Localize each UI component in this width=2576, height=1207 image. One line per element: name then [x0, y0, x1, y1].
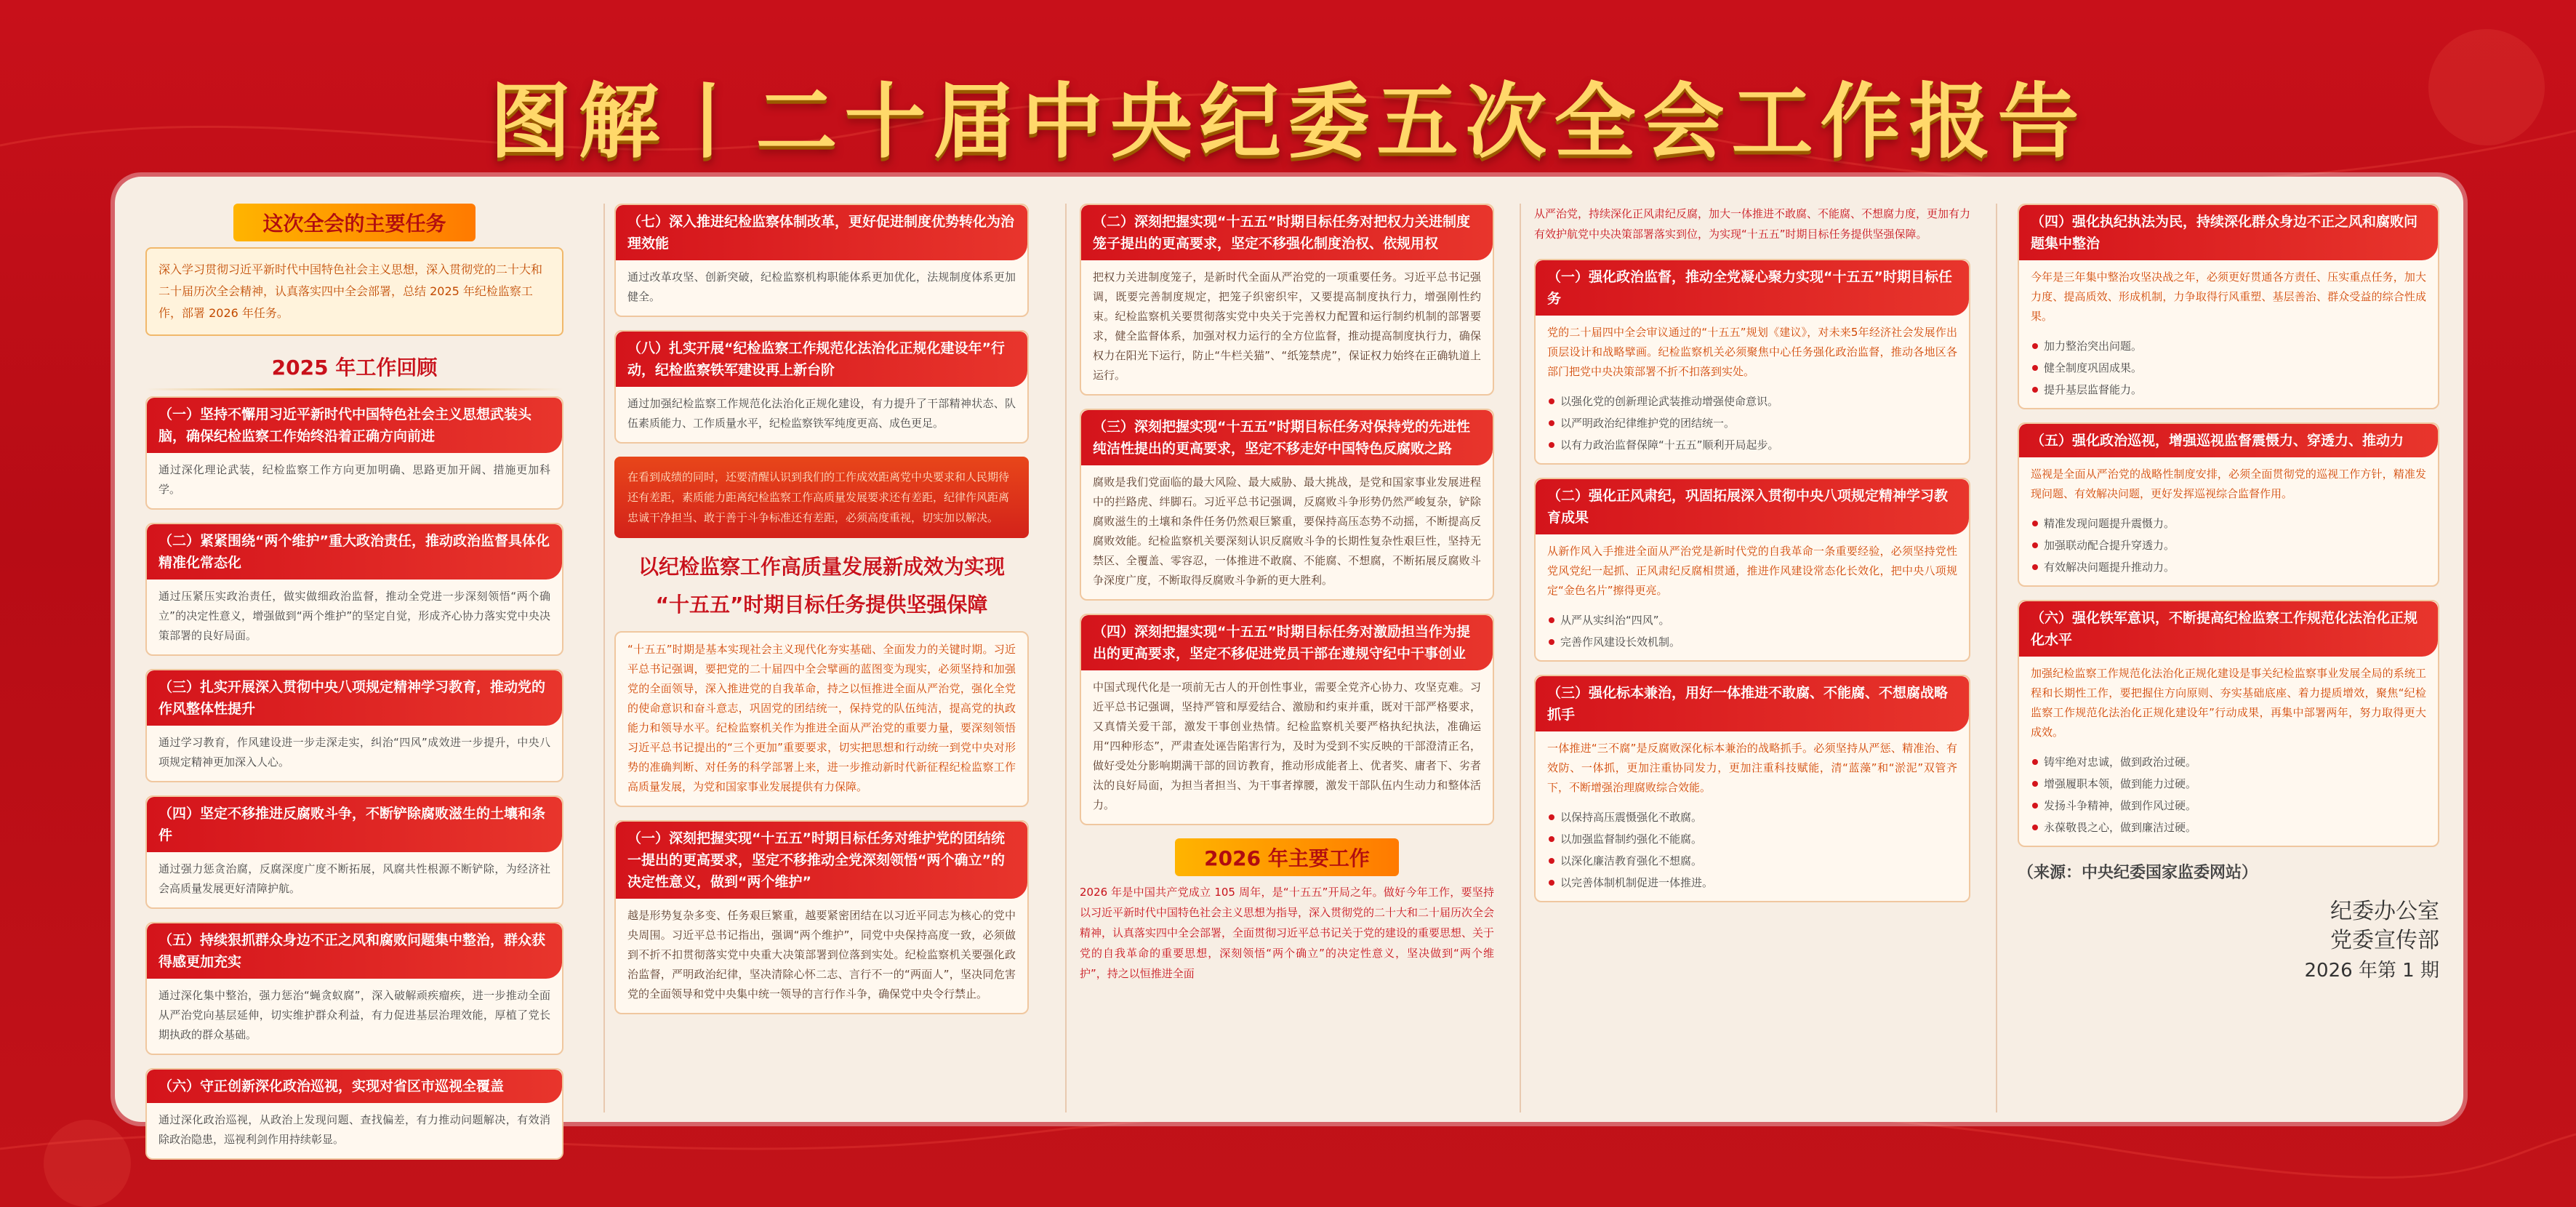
divider: [145, 388, 563, 390]
card-heading: （一）强化政治监督，推动全党凝心聚力实现“十五五”时期目标任务: [1536, 260, 1969, 316]
requirement-card-4: [1080, 614, 1494, 825]
issue-number: 2026 年第 1 期: [2304, 960, 2439, 982]
card-body: 通过加强纪检监察工作规范化法治化正规化建设，有力提升了干部精神状态、队伍素质能力、工作质量水平，纪检监察铁军纯度更高、成色更足。: [627, 397, 1016, 430]
card-body: 通过改革攻坚、创新突破，纪检监察机构职能体系更加优化，法规制度体系更加健全。: [627, 270, 1016, 303]
card-body: 今年是三年集中整治攻坚决战之年，必须更好贯通各方责任、压实重点任务，加大力度、提高质效、形成机制，力争取得行风重塑、基层善治、群众受益的综合性成果。: [2031, 270, 2426, 323]
card-body: 把权力关进制度笼子，是新时代全面从严治党的一项重要任务。习近平总书记强调，既要完善制度规定，把笼子织密织牢，又要提高制度执行力，增强刚性约束。纪检监察机关要贯彻落实党中央关于完善权力配置和运行制约机制的部署要求，健全监督体系，加强对权力运行的全方位监督，推动提高制度执行力，确保权力在阳光下运行，防止“牛栏关猫”、“纸笼禁虎”，保证权力始终在正确轨道上运行。: [1093, 270, 1481, 382]
column-divider: [1996, 204, 1997, 1112]
card-heading: （三）深刻把握实现“十五五”时期目标任务对保持党的先进性纯洁性提出的更高要求，坚定不移走好中国特色反腐败之路: [1081, 410, 1493, 465]
card-heading: （六）守正创新深化政治巡视，实现对省区市巡视全覆盖: [147, 1070, 562, 1103]
card-body: 通过深化理论武装，纪检监察工作方向更加明确、思路更加开阔、措施更加科学。: [159, 463, 550, 496]
signature-office: 纪委办公室: [2330, 899, 2439, 924]
card-heading: （二）紧紧围绕“两个维护”重大政治责任，推动政治监督具体化精准化常态化: [147, 524, 562, 580]
task-card-2: [1534, 478, 1970, 662]
requirement-card-3: [1080, 409, 1494, 601]
bullet-item: 发扬斗争精神，做到作风过硬。: [2031, 795, 2426, 817]
section-intro-body: “十五五”时期是基本实现社会主义现代化夯实基础、全面发力的关键时期。习近平总书记强调，要把党的二十届四中全会擘画的蓝图变为现实，必须坚持和加强党的全面领导，深入推进党的自我革命，持之以恒推进全面从严治党，强化全党的使命意识和奋斗意志，巩固党的团结统一，保持党的队伍纯洁，提高党的执政能力和领导水平。纪检监察机关作为推进全面从严治党的重要力量，要深刻领悟习近平总书记提出的“三个更加”重要要求，切实把思想和行动统一到党中央对形势的准确判断、对任务的科学部署上来，进一步推动新时代新征程纪检监察工作高质量发展，为党和国家事业发展提供有力保障。: [627, 643, 1016, 793]
bullet-item: 完善作风建设长效机制。: [1547, 631, 1957, 653]
bullet-item: 增强履职本领，做到能力过硬。: [2031, 773, 2426, 795]
task-card-5: [2018, 422, 2439, 587]
signature-propaganda: 党委宣传部: [2330, 928, 2439, 953]
card-body: 通过强力惩贪治腐，反腐深度广度不断拓展，风腐共性根源不断铲除，为经济社会高质量发展更好清障护航。: [159, 862, 550, 895]
column-divider: [1065, 204, 1067, 1112]
year-tasks-title: 2026 年主要工作: [1175, 838, 1399, 876]
bullet-item: 健全制度巩固成果。: [2031, 357, 2426, 379]
column-divider: [1520, 204, 1521, 1112]
problems-block: 在看到成绩的同时，还要清醒认识到我们的工作成效距离党中央要求和人民期待还有差距，素质能力距离纪检监察工作高质量发展要求还有差距，纪律作风距离忠诚干净担当、敢于善于斗争标准还有差距，必须高度重视，切实加以解决。: [614, 457, 1029, 538]
column-3: [1080, 204, 1494, 984]
card-body: 腐败是我们党面临的最大风险、最大威胁、最大挑战，是党和国家事业发展进程中的拦路虎、绊脚石。习近平总书记强调，反腐败斗争形势仍然严峻复杂，铲除腐败滋生的土壤和条件任务仍然艰巨繁重，要保持高压态势不动摇，不断提高反腐败效能。纪检监察机关要深刻认识反腐败斗争的长期性复杂性艰巨性，坚持无禁区、全覆盖、零容忍，一体推进不敢腐、不能腐、不想腐，不断拓展反腐败斗争深度广度，不断取得反腐败斗争新的更大胜利。: [1093, 476, 1481, 587]
bullet-item: 精准发现问题提升震慑力。: [2031, 513, 2426, 534]
card-heading: （八）扎实开展“纪检监察工作规范化法治化正规化建设年”行动，纪检监察铁军建设再上新台阶: [616, 332, 1027, 387]
card-body: 党的二十届四中全会审议通过的“十五五”规划《建议》，对未来5年经济社会发展作出顶层设计和战略擘画。纪检监察机关必须聚焦中心任务强化政治监督，推动各地区各部门把党中央决策部署不折不扣落到实处。: [1547, 326, 1957, 378]
bullet-item: 以强化党的创新理论武装推动增强使命意识。: [1547, 390, 1957, 412]
card-heading: （一）深刻把握实现“十五五”时期目标任务对维护党的团结统一提出的更高要求，坚定不移推动全党深刻领悟“两个确立”的决定性意义，做到“两个维护”: [616, 822, 1027, 899]
card-heading: （四）坚定不移推进反腐败斗争，不断铲除腐败滋生的土壤和条件: [147, 797, 562, 852]
review-card-4: [145, 795, 563, 909]
card-heading: （四）强化执纪执法为民，持续深化群众身边不正之风和腐败问题集中整治: [2019, 205, 2438, 260]
card-body: 通过学习教育，作风建设进一步走深走实，纠治“四风”成效进一步提升，中央八项规定精神更加深入人心。: [159, 736, 550, 769]
review-card-7: [614, 204, 1029, 317]
review-card-2: [145, 523, 563, 656]
year-tasks-continued: 从严治党，持续深化正风肃纪反腐，加大一体推进不敢腐、不能腐、不想腐力度，更加有力有效护航党中央决策部署落实到位，为实现“十五五”时期目标任务提供坚强保障。: [1534, 207, 1971, 241]
task-card-4: [2018, 204, 2439, 409]
review-card-5: [145, 922, 563, 1055]
bullet-item: 铸牢绝对忠诚，做到政治过硬。: [2031, 751, 2426, 773]
card-heading: （二）强化正风肃纪，巩固拓展深入贯彻中央八项规定精神学习教育成果: [1536, 479, 1969, 534]
review-card-6: [145, 1068, 563, 1160]
column-4: [1534, 204, 1970, 915]
column-5: [2018, 204, 2439, 982]
bullet-item: 以完善体制机制促进一体推进。: [1547, 872, 1957, 894]
column-divider: [603, 204, 605, 1112]
task-card-3: [1534, 675, 1970, 902]
bullet-item: 加力整治突出问题。: [2031, 335, 2426, 357]
card-heading: （二）深刻把握实现“十五五”时期目标任务对把权力关进制度笼子提出的更高要求，坚定不移强化制度治权、依规用权: [1081, 205, 1493, 260]
requirement-card-2: [1080, 204, 1494, 396]
card-body: 加强纪检监察工作规范化法治化正规化建设是事关纪检监察事业发展全局的系统工程和长期性工作，要把握住方向原则、夯实基础底座、着力提质增效，聚焦“纪检监察工作规范化法治化正规化建设年”行动成果，再集中部署两年，努力取得更大成效。: [2031, 667, 2426, 739]
task-card-1: [1534, 259, 1970, 465]
card-heading: （五）持续狠抓群众身边不正之风和腐败问题集中整治，群众获得感更加充实: [147, 923, 562, 979]
card-body: 从新作风入手推进全面从严治党是新时代党的自我革命一条重要经验，必须坚持党性党风党纪一起抓、正风肃纪反腐相贯通，推进作风建设常态化长效化，把中央八项规定“金色名片”擦得更亮。: [1547, 545, 1957, 597]
review-card-8: [614, 330, 1029, 444]
card-heading: （一）坚持不懈用习近平新时代中国特色社会主义思想武装头脑，确保纪检监察工作始终沿着正确方向前进: [147, 398, 562, 453]
card-heading: （三）强化标本兼治，用好一体推进不敢腐、不能腐、不想腐战略抓手: [1536, 676, 1969, 731]
card-body: 巡视是全面从严治党的战略性制度安排，必须全面贯彻党的巡视工作方针，精准发现问题、有效解决问题，更好发挥巡视综合监督作用。: [2031, 468, 2426, 500]
main-tasks-intro: 深入学习贯彻习近平新时代中国特色社会主义思想，深入贯彻党的二十大和二十届历次全会精神，认真落实四中全会部署，总结 2025 年纪检监察工作，部署 2026 年任务。: [145, 247, 563, 336]
bullet-item: 以加强监督制约强化不能腐。: [1547, 828, 1957, 850]
bullet-item: 以深化廉洁教育强化不想腐。: [1547, 850, 1957, 872]
bullet-item: 提升基层监督能力。: [2031, 379, 2426, 401]
card-heading: （三）扎实开展深入贯彻中央八项规定精神学习教育，推动党的作风整体性提升: [147, 670, 562, 726]
bullet-item: 以有力政治监督保障“十五五”顺利开局起步。: [1547, 434, 1957, 456]
card-heading: （五）强化政治巡视，增强巡视监督震慑力、穿透力、推动力: [2019, 424, 2438, 457]
bullet-item: 加强联动配合提升穿透力。: [2031, 534, 2426, 556]
section-heading-line2: “十五五”时期目标任务提供坚强保障: [655, 593, 988, 617]
task-card-6: [2018, 600, 2439, 847]
page-title: 图解丨二十届中央纪委五次全会工作报告: [489, 75, 2087, 169]
card-body: 通过深化集中整治，强力惩治“蝇贪蚁腐”，深入破解顽疾瘤疾，进一步推动全面从严治党向基层延伸，切实维护群众利益，有力促进基层治理效能，厚植了党长期执政的群众基础。: [159, 989, 550, 1041]
section-heading-line1: 以纪检监察工作高质量发展新成效为实现: [638, 555, 1005, 579]
bullet-item: 有效解决问题提升推动力。: [2031, 556, 2426, 578]
card-body: 中国式现代化是一项前无古人的开创性事业，需要全党齐心协力、攻坚克难。习近平总书记强调，坚持严管和厚爱结合、激励和约束并重，既对干部严格要求，又真情关爱干部，激发干事创业热情。纪检监察机关要严格执纪执法，准确运用“四种形态”，严肃查处诬告陷害行为，及时为受到不实反映的干部澄清正名，做好受处分影响期满干部的回访教育，推动形成能者上、优者奖、庸者下、劣者汰的良好局面，为担当者担当、为干事者撑腰，激发干部队伍内生动力和整体活力。: [1093, 681, 1481, 811]
section-intro-card: [614, 631, 1029, 807]
card-body: 通过深化政治巡视，从政治上发现问题、查找偏差，有力推动问题解决，有效消除政治隐患，巡视利剑作用持续彰显。: [159, 1113, 550, 1146]
review-title: 2025 年工作回顾: [271, 356, 438, 380]
card-heading: （六）强化铁军意识，不断提高纪检监察工作规范化法治化正规化水平: [2019, 601, 2438, 657]
review-card-1: [145, 396, 563, 510]
bullet-item: 以严明政治纪律维护党的团结统一。: [1547, 412, 1957, 434]
bullet-item: 永葆敬畏之心，做到廉洁过硬。: [2031, 817, 2426, 838]
review-card-3: [145, 669, 563, 782]
bullet-item: 从严从实纠治“四风”。: [1547, 609, 1957, 631]
card-body: 越是形势复杂多变、任务艰巨繁重，越要紧密团结在以习近平同志为核心的党中央周围。习近平总书记指出，强调“两个维护”，同党中央保持高度一致，必须做到不折不扣贯彻落实党中央重大决策部署到位落到实处。纪检监察机关要强化政治监督，严明政治纪律，坚决清除心怀二志、言行不一的“两面人”，坚决同危害党的全面领导和党中央集中统一领导的言行作斗争，确保党中央令行禁止。: [627, 909, 1016, 1001]
source-note: （来源：中央纪委国家监委网站）: [2018, 864, 2258, 882]
column-1: [145, 204, 563, 1173]
bullet-item: 以保持高压震慑强化不敢腐。: [1547, 806, 1957, 828]
card-heading: （四）深刻把握实现“十五五”时期目标任务对激励担当作为提出的更高要求，坚定不移促进党员干部在遵规守纪中干事创业: [1081, 615, 1493, 670]
main-tasks-title: 这次全会的主要任务: [233, 204, 475, 241]
card-body: 一体推进“三不腐”是反腐败深化标本兼治的战略抓手。必须坚持从严惩、精准治、有效防、一体抓，更加注重协同发力，更加注重科技赋能，清“蓝藻”和“淤泥”双管齐下，不断增强治理腐败综合效能。: [1547, 742, 1957, 794]
card-body: 通过压紧压实政治责任，做实做细政治监督，推动全党进一步深刻领悟“两个确立”的决定性意义，增强做到“两个维护”的坚定自觉，形成齐心协力落实党中央决策部署的良好局面。: [159, 590, 550, 642]
card-heading: （七）深入推进纪检监察体制改革，更好促进制度优势转化为治理效能: [616, 205, 1027, 260]
year-tasks-body: 2026 年是中国共产党成立 105 周年，是“十五五”开局之年。做好今年工作，要坚持以习近平新时代中国特色社会主义思想为指导，深入贯彻党的二十大和二十届历次全会精神，认真落实四中全会部署，全面贯彻习近平总书记关于党的建设的重要思想、关于党的自我革命的重要思想，深刻领悟“两个确立”的决定性意义，坚决做到“两个维护”，持之以恒推进全面: [1080, 886, 1495, 980]
requirement-card-1: [614, 820, 1029, 1014]
column-2: [614, 204, 1029, 1027]
